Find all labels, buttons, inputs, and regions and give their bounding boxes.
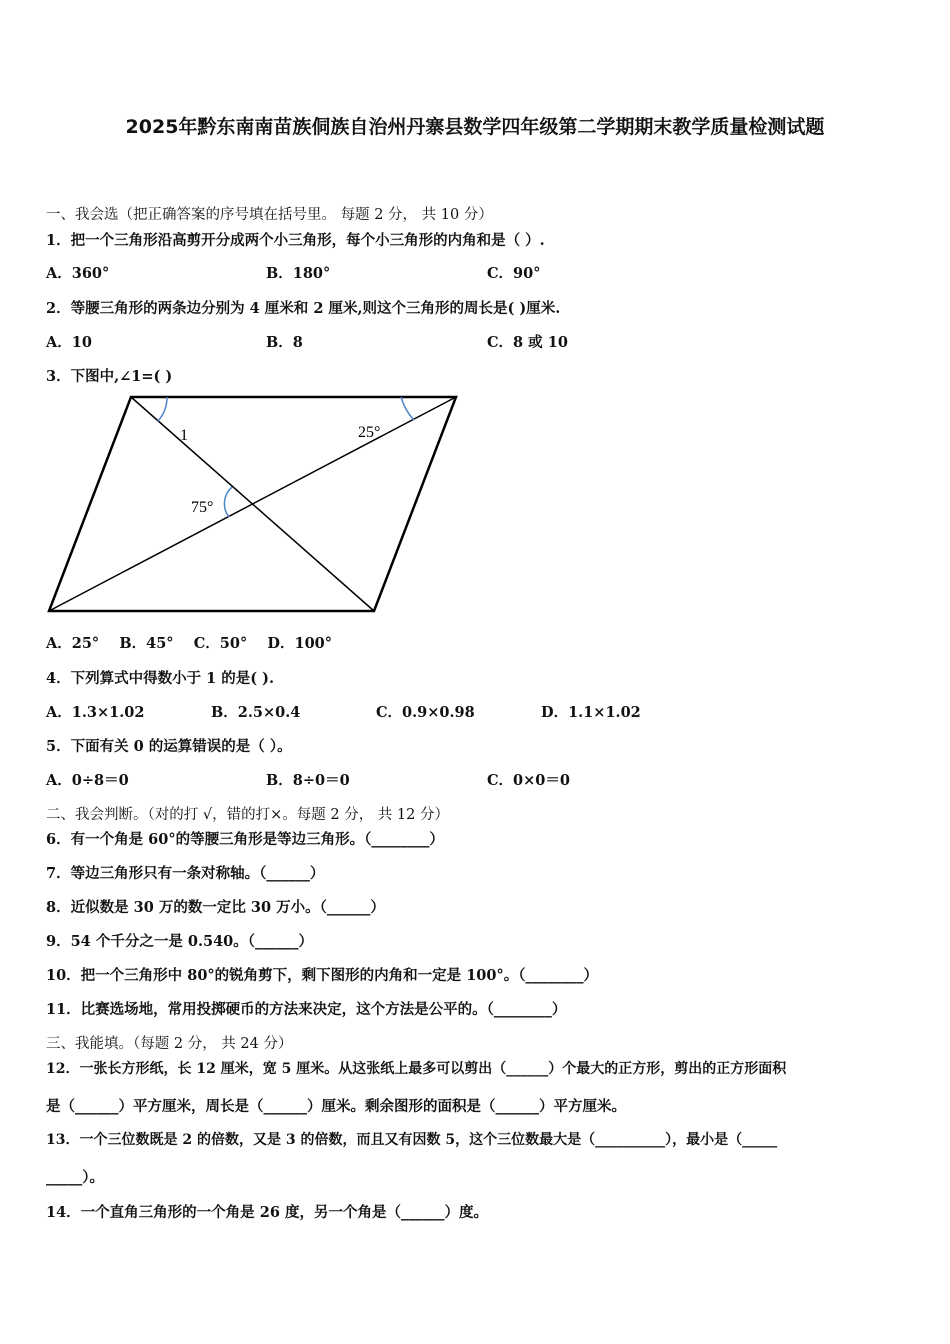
page-title: 2025年黔东南南苗族侗族自治州丹寨县数学四年级第二学期期末教学质量检测试题 bbox=[125, 116, 825, 138]
parallelogram-figure bbox=[44, 388, 464, 618]
angle-arc-1 bbox=[158, 397, 167, 421]
q1-option-b[interactable]: B．180° bbox=[266, 265, 331, 282]
q2-option-b[interactable]: B．8 bbox=[266, 334, 303, 351]
q5-option-b[interactable]: B．8÷0＝0 bbox=[266, 772, 350, 789]
question-2: 2．等腰三角形的两条边分别为 4 厘米和 2 厘米,则这个三角形的周长是( )厘米. bbox=[46, 300, 561, 317]
question-14: 14．一个直角三角形的一个角是 26 度，另一个角是（______）度。 bbox=[46, 1204, 488, 1221]
q5-option-c[interactable]: C．0×0＝0 bbox=[487, 772, 570, 789]
question-12-line-2: 是（______）平方厘米，周长是（______）厘米。剩余图形的面积是（______）平方厘米。 bbox=[46, 1098, 626, 1115]
q4-option-d[interactable]: D．1.1×1.02 bbox=[541, 704, 641, 721]
question-6: 6．有一个角是 60°的等腰三角形是等边三角形。（________） bbox=[46, 831, 444, 848]
question-10: 10．把一个三角形中 80°的锐角剪下，剩下图形的内角和一定是 100°。（________） bbox=[46, 967, 598, 984]
question-13-line-2: _____）。 bbox=[46, 1169, 104, 1186]
question-7: 7．等边三角形只有一条对称轴。（______） bbox=[46, 865, 325, 882]
question-3: 3．下图中,∠1=( ) bbox=[46, 368, 173, 385]
section-2-heading: 二、我会判断。（对的打 √，错的打×。每题 2 分， 共 12 分） bbox=[46, 807, 449, 823]
question-4: 4．下列算式中得数小于 1 的是( ). bbox=[46, 670, 275, 687]
question-13-line-1: 13．一个三位数既是 2 的倍数，又是 3 的倍数，而且又有因数 5，这个三位数最大是（__________），最小是（_____ bbox=[46, 1132, 778, 1148]
angle-label-75: 75° bbox=[191, 499, 214, 516]
angle-arc-25 bbox=[401, 397, 414, 420]
question-12-line-1: 12．一张长方形纸，长 12 厘米，宽 5 厘米。从这张纸上最多可以剪出（______）个最大的正方形，剪出的正方形面积 bbox=[46, 1061, 787, 1077]
q5-option-a[interactable]: A．0÷8＝0 bbox=[46, 772, 129, 789]
angle-label-25: 25° bbox=[358, 424, 381, 441]
diagonal-2 bbox=[49, 397, 456, 611]
q3-options[interactable]: A．25° B．45° C．50° D．100° bbox=[46, 635, 332, 652]
q2-option-a[interactable]: A．10 bbox=[46, 334, 92, 351]
question-8: 8．近似数是 30 万的数一定比 30 万小。（______） bbox=[46, 899, 385, 916]
q4-option-b[interactable]: B．2.5×0.4 bbox=[211, 704, 301, 721]
question-9: 9．54 个千分之一是 0.540。（______） bbox=[46, 933, 314, 950]
question-1: 1．把一个三角形沿高剪开分成两个小三角形，每个小三角形的内角和是（ ）. bbox=[46, 232, 545, 249]
q4-option-c[interactable]: C．0.9×0.98 bbox=[376, 704, 475, 721]
question-5: 5．下面有关 0 的运算错误的是（ ）。 bbox=[46, 738, 292, 755]
q4-option-a[interactable]: A．1.3×1.02 bbox=[46, 704, 145, 721]
q1-option-a[interactable]: A．360° bbox=[46, 265, 110, 282]
angle-label-1: 1 bbox=[180, 427, 188, 444]
question-11: 11．比赛选场地，常用投掷硬币的方法来决定，这个方法是公平的。（________） bbox=[46, 1001, 567, 1018]
section-1-heading: 一、我会选（把正确答案的序号填在括号里。 每题 2 分， 共 10 分） bbox=[46, 207, 493, 223]
q2-option-c[interactable]: C．8 或 10 bbox=[487, 334, 568, 351]
angle-arc-75 bbox=[224, 487, 232, 517]
q1-option-c[interactable]: C．90° bbox=[487, 265, 541, 282]
section-3-heading: 三、我能填。（每题 2 分， 共 24 分） bbox=[46, 1036, 293, 1052]
